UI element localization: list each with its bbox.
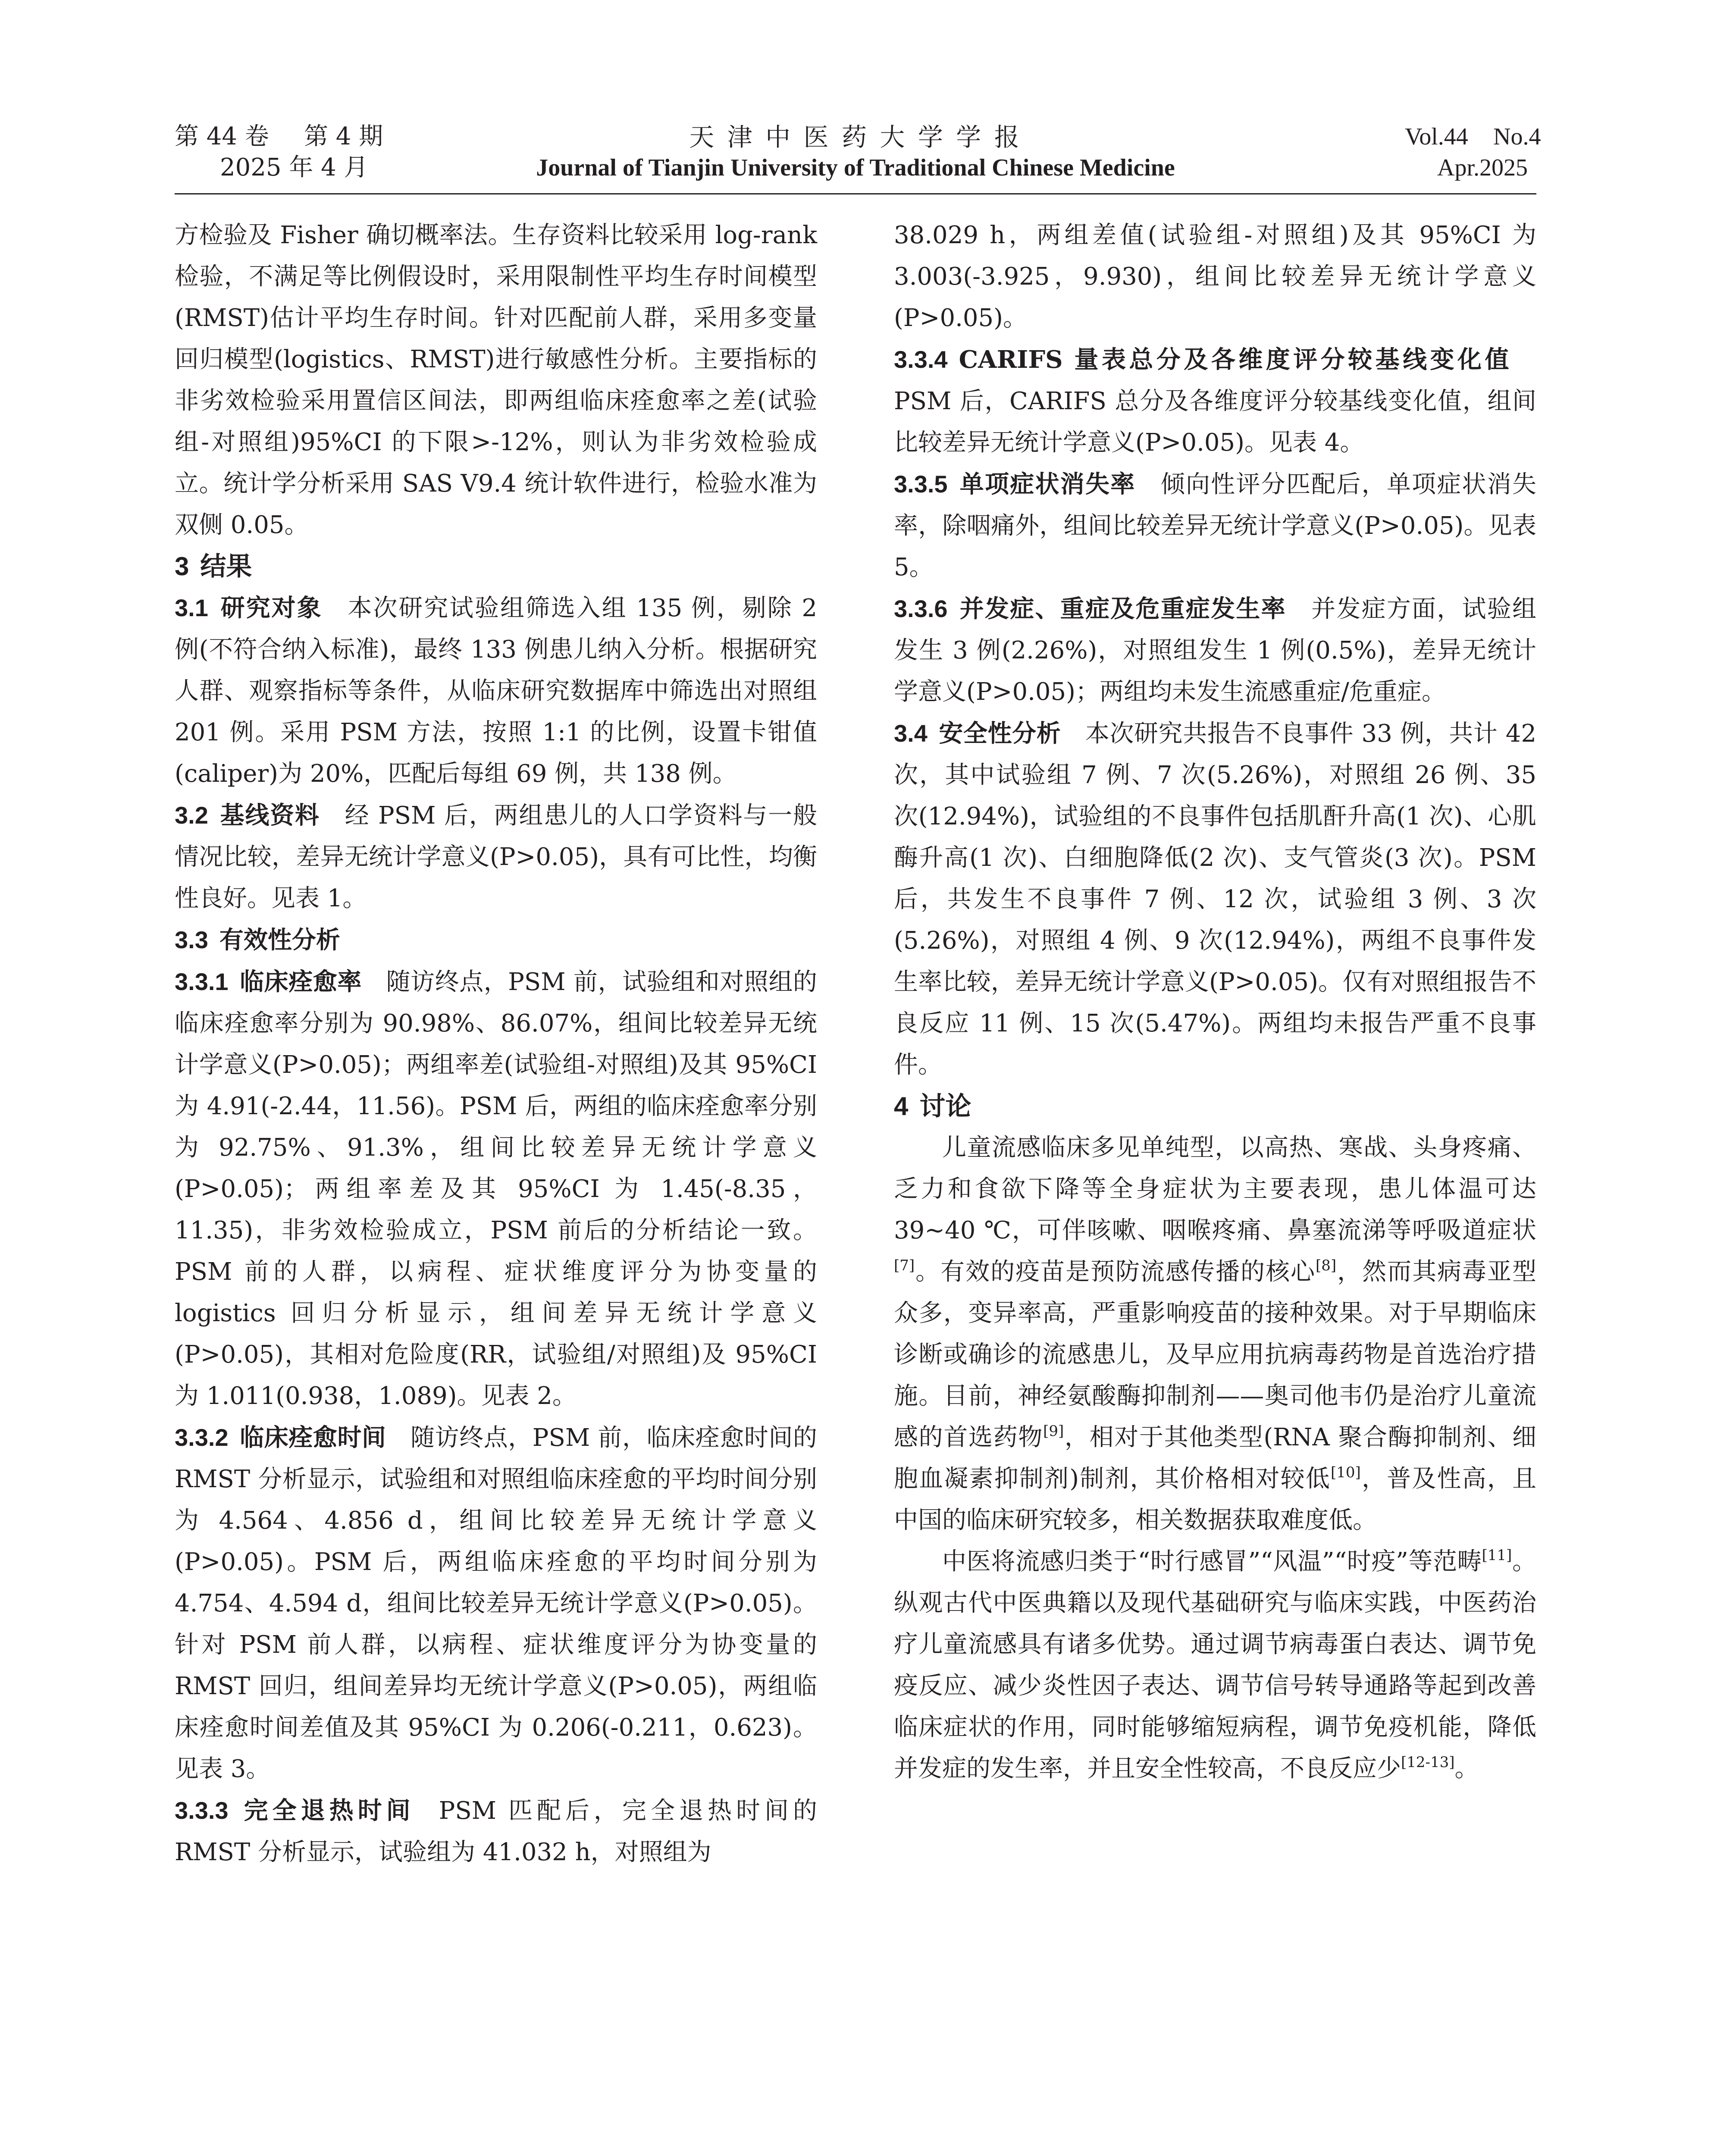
section-title: 并发症、重症及危重症发生率: [959, 595, 1286, 623]
section-title: 单项症状消失率: [959, 470, 1136, 498]
left-column: [175, 215, 817, 1873]
section-3-3-5: [894, 464, 1536, 588]
section-title: CARIFS 量表总分及各维度评分较基线变化值: [959, 345, 1512, 374]
section-3-3-3: [175, 1790, 817, 1873]
header-volume: 第 44 卷: [175, 122, 269, 150]
section-4-heading: [894, 1086, 1536, 1127]
header-no-en: No.4: [1493, 123, 1541, 150]
section-text: PSM 匹配后，完全退热时间的 RMST 分析显示，试验组为 41.032 h，对照组为: [175, 1797, 818, 1866]
header-issue: 第 4 期: [304, 122, 383, 150]
header-date-cn: 2025 年 4 月: [220, 154, 368, 182]
header-vol-en: Vol.44: [1405, 123, 1468, 150]
running-header: [0, 123, 1711, 192]
citation-ref: [10]: [1330, 1464, 1361, 1481]
section-title: 临床痊愈率: [239, 968, 362, 996]
section-number: 3.3.1: [175, 968, 229, 995]
section-number: 3.3.3: [175, 1797, 229, 1824]
section-number: 3.3: [175, 926, 208, 953]
section-text: 本次研究试验组筛选入组 135 例，剔除 2 例(不符合纳入标准)，最终 133 例患儿纳入分析。根据研究人群、观察指标等条件，从临床研究数据库中筛选出对照组 201 例。采用 PSM 方法，按照 1:1 的比例，设置卡钳值(caliper)为 20%，匹配后每组 69 例，共 138 例。: [175, 594, 818, 788]
section-number: 3.2: [175, 802, 208, 829]
text-run: ，相对于其他类型(RNA 聚合酶抑制剂、细胞血凝素抑制剂)制剂，其价格相对较低: [894, 1423, 1536, 1493]
section-3-3-4: [894, 339, 1536, 464]
text-run: 。有效的疫苗是预防流感传播的核心: [915, 1258, 1316, 1286]
section-number: 3: [175, 552, 189, 581]
paragraph-statistics: 方检验及 Fisher 确切概率法。生存资料比较采用 log-rank 检验，不满足等比例假设时，采用限制性平均生存时间模型(RMST)估计平均生存时间。针对匹配前人群，采用多变量回归模型(logistics、RMST)进行敏感性分析。主要指标的非劣效检验采用置信区间法，即两组临床痊愈率之差(试验组-对照组)95%CI 的下限>-12%，则认为非劣效检验成立。统计学分析采用 SAS V9.4 统计软件进行，检验水准为双侧 0.05。: [175, 221, 817, 539]
section-text: 随访终点，PSM 前，试验组和对照组的临床痊愈率分别为 90.98%、86.07%，组间比较差异无统计学意义(P>0.05)；两组率差(试验组-对照组)及其 95%CI 为 4.91(-2.44，11.56)。PSM 后，两组的临床痊愈率分别为 92.75%、91.3%，组间比较差异无统计学意义(P>0.05)；两组率差及其 95%CI 为 1.45(-8.35，11.35)，非劣效检验成立，PSM 前后的分析结论一致。PSM 前的人群，以病程、症状维度评分为协变量的 logistics 回归分析显示，组间差异无统计学意义(P>0.05)，其相对危险度(RR，试验组/对照组)及 95%CI 为 1.011(0.938，1.089)。见表 2。: [175, 968, 817, 1410]
section-number: 3.3.2: [175, 1424, 229, 1451]
section-number: 3.3.5: [894, 470, 948, 498]
citation-ref: [9]: [1043, 1423, 1064, 1440]
text-run: 。: [1454, 1755, 1479, 1783]
continued-text: 38.029 h，两组差值(试验组-对照组)及其 95%CI 为 3.003(-3.925，9.930)，组间比较差异无统计学意义(P>0.05)。: [894, 221, 1536, 332]
section-title: 临床痊愈时间: [239, 1423, 386, 1452]
right-column: [894, 215, 1536, 1789]
citation-ref: [11]: [1482, 1547, 1512, 1564]
citation-ref: [12-13]: [1401, 1754, 1455, 1771]
section-3-heading: [175, 546, 817, 587]
section-number: 3.1: [175, 594, 208, 621]
discussion-paragraph-1: [894, 1127, 1536, 1541]
section-text: 随访终点，PSM 前，临床痊愈时间的 RMST 分析显示，试验组和对照组临床痊愈的平均时间分别为 4.564、4.856 d，组间比较差异无统计学意义(P>0.05)。PSM 后，两组临床痊愈的平均时间分别为 4.754、4.594 d，组间比较差异无统计学意义(P>0.05)。针对 PSM 前人群，以病程、症状维度评分为协变量的 RMST 回归，组间差异均无统计学意义(P>0.05)，两组临床痊愈时间差值及其 95%CI 为 0.206(-0.211，0.623)。见表 3。: [175, 1424, 818, 1783]
section-3-2: [175, 795, 817, 919]
journal-title-cn: 天 津 中 医 药 大 学 学 报: [689, 122, 1022, 152]
section-number: 3.3.6: [894, 595, 948, 622]
section-title: 安全性分析: [938, 719, 1061, 748]
section-number: 4: [894, 1092, 909, 1121]
journal-title-en: Journal of Tianjin University of Traditional Chinese Medicine: [536, 154, 1175, 181]
section-title: 基线资料: [219, 801, 320, 830]
section-title: 结果: [200, 552, 252, 582]
section-3-3-1: [175, 961, 817, 1417]
section-3-3: [175, 919, 817, 961]
header-rule: [175, 193, 1536, 194]
text-run: 中医将流感归类于“时行感冒”“风温”“时疫”等范畴: [942, 1548, 1482, 1576]
section-title: 研究对象: [219, 594, 323, 622]
section-title: 讨论: [919, 1091, 971, 1122]
section-number: 3.3.4: [894, 346, 948, 373]
header-date-en: Apr.2025: [1437, 154, 1528, 181]
text-run: 儿童流感临床多见单纯型，以高热、寒战、头身疼痛、乏力和食欲下降等全身症状为主要表现，患儿体温可达 39~40 ℃，可伴咳嗽、咽喉疼痛、鼻塞流涕等呼吸道症状: [894, 1134, 1536, 1244]
section-3-1: [175, 587, 817, 795]
section-3-4: [894, 713, 1536, 1086]
section-3-3-2: [175, 1417, 817, 1790]
text-run: 。纵观古代中医典籍以及现代基础研究与临床实践，中医药治疗儿童流感具有诸多优势。通过调节病毒蛋白表达、调节免疫反应、减少炎性因子表达、调节信号转导通路等起到改善临床症状的作用，同时能够缩短病程，调节免疫机能，降低并发症的发生率，并且安全性较高，不良反应少: [894, 1548, 1536, 1783]
section-text: PSM 后，CARIFS 总分及各维度评分较基线变化值，组间比较差异无统计学意义(P>0.05)。见表 4。: [894, 387, 1536, 457]
citation-ref: [8]: [1315, 1257, 1337, 1274]
section-text: 倾向性评分匹配后，单项症状消失率，除咽痛外，组间比较差异无统计学意义(P>0.05)。见表 5。: [894, 470, 1537, 581]
section-text: 本次研究共报告不良事件 33 例，共计 42 次，其中试验组 7 例、7 次(5.26%)，对照组 26 例、35 次(12.94%)，试验组的不良事件包括肌酐升高(1 次)、心肌酶升高(1 次)、白细胞降低(2 次)、支气管炎(3 次)。PSM 后，共发生不良事件 7 例、12 次，试验组 3 例、3 次(5.26%)，对照组 4 例、9 次(12.94%)，两组不良事件发生率比较，差异无统计学意义(P>0.05)。仅有对照组报告不良反应 11 例、15 次(5.47%)。两组均未报告严重不良事件。: [894, 720, 1537, 1079]
section-number: 3.4: [894, 720, 928, 747]
citation-ref: [7]: [894, 1257, 915, 1274]
discussion-paragraph-2: [894, 1541, 1536, 1789]
section-3-3-6: [894, 588, 1536, 713]
section-text: 并发症方面，试验组发生 3 例(2.26%)，对照组发生 1 例(0.5%)，差异无统计学意义(P>0.05)；两组均未发生流感重症/危重症。: [894, 595, 1537, 706]
text-run: ，然而其病毒亚型众多，变异率高，严重影响疫苗的接种效果。对于早期临床诊断或确诊的流感患儿，及早应用抗病毒药物是首选治疗措施。目前，神经氨酸酶抑制剂——奥司他韦仍是治疗儿童流感的首选药物: [894, 1258, 1537, 1451]
section-text: 经 PSM 后，两组患儿的人口学资料与一般情况比较，差异无统计学意义(P>0.05)，具有可比性，均衡性良好。见表 1。: [175, 802, 818, 912]
section-title: 有效性分析: [219, 926, 340, 954]
text-run: ，普及性高，且中国的临床研究较多，相关数据获取难度低。: [894, 1465, 1536, 1534]
section-title: 完全退热时间: [239, 1796, 415, 1825]
